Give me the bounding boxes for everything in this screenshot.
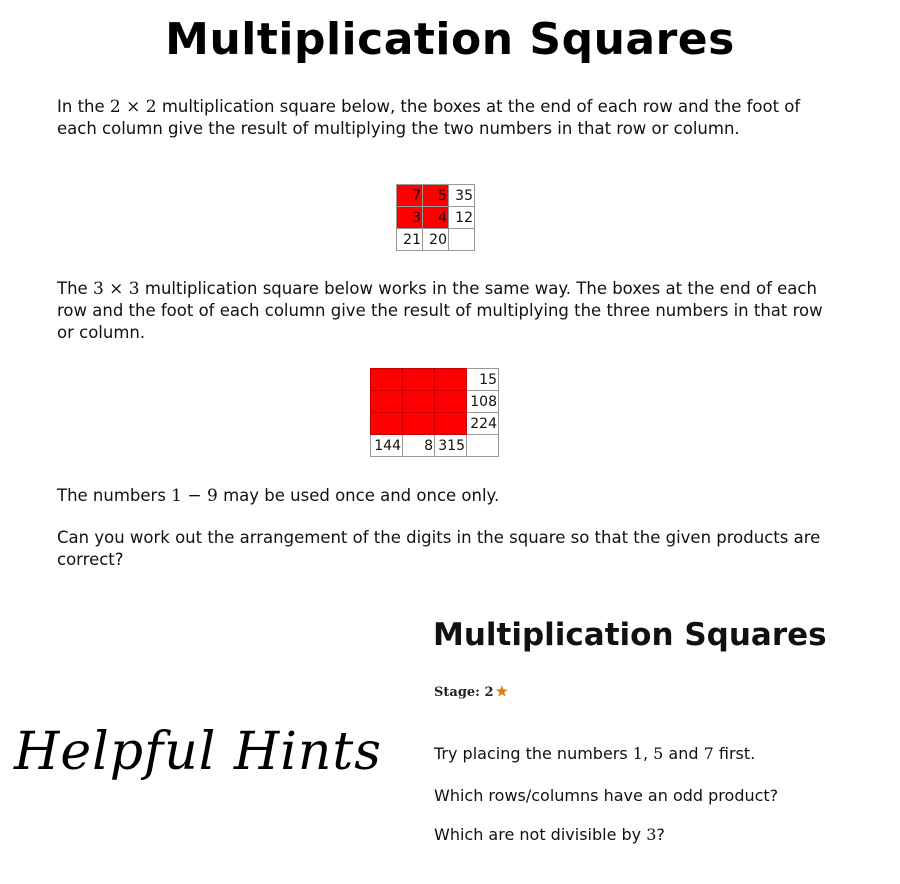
intro-math: 2 × 2 — [109, 97, 157, 117]
hint-1-end: first. — [713, 744, 756, 763]
hint-3-number: 3 — [646, 825, 657, 844]
grid-cell-red: 7 — [397, 185, 423, 207]
grid-product-cell: 20 — [423, 229, 449, 251]
grid-product-cell: 15 — [467, 369, 499, 391]
grid-cell-red — [435, 413, 467, 435]
star-icon: ★ — [495, 684, 509, 700]
grid-row — [371, 391, 499, 413]
grid-row — [397, 185, 475, 207]
question-paragraph: Can you work out the arrangement of the digits in the square so that the given products are correct? — [57, 528, 821, 569]
hint-2: Which rows/columns have an odd product? — [434, 786, 779, 805]
grid-row — [371, 413, 499, 435]
grid-product-cell: 8 — [403, 435, 435, 457]
hint-1-start: Try placing the numbers — [434, 744, 633, 763]
hint-3-start: Which are not divisible by — [434, 825, 647, 844]
grid-cell-red: 5 — [423, 185, 449, 207]
grid-empty-cell — [449, 229, 475, 251]
grid-cell-red: 3 — [397, 207, 423, 229]
three-by-three-square — [370, 368, 499, 457]
grid-row — [397, 229, 475, 251]
hint-1 — [434, 744, 755, 763]
hint-1-n1: 1 — [632, 744, 643, 763]
grid-cell-red — [371, 369, 403, 391]
second-paragraph — [57, 278, 827, 344]
numbers-paragraph — [57, 485, 827, 507]
second-math: 3 × 3 — [92, 279, 140, 299]
hints-panel-title: Multiplication Squares — [433, 617, 827, 653]
hint-1-n2: 5 — [653, 744, 664, 763]
numbers-text-end: may be used once and once only. — [217, 486, 500, 505]
grid-cell-red — [403, 391, 435, 413]
stage-label — [434, 684, 508, 700]
grid-cell-red: 4 — [423, 207, 449, 229]
hint-1-mid: and — [663, 744, 704, 763]
intro-paragraph — [57, 96, 827, 140]
hint-3 — [434, 825, 665, 844]
two-by-two-square — [396, 184, 475, 251]
grid-cell-red — [435, 369, 467, 391]
grid-product-cell: 12 — [449, 207, 475, 229]
grid-cell-red — [403, 369, 435, 391]
helpful-hints-handwriting: Helpful Hints — [14, 722, 382, 782]
intro-text-end: multiplication square below, the boxes at the end of each row and the foot of each column give the result of multiplying the two numbers in that row or column. — [57, 97, 801, 138]
grid-cell-red — [371, 413, 403, 435]
numbers-text-start: The numbers — [57, 486, 172, 505]
page-title: Multiplication Squares — [165, 14, 735, 65]
hint-1-n3: 7 — [703, 744, 714, 763]
hint-1-sep: , — [642, 744, 654, 763]
grid-product-cell: 315 — [435, 435, 467, 457]
second-text-start: The — [57, 279, 93, 298]
second-text-end: multiplication square below works in the same way. The boxes at the end of each row and the foot of each column give the result of multiplying the three numbers in that row or column. — [57, 279, 823, 342]
grid-product-cell: 108 — [467, 391, 499, 413]
grid-product-cell: 224 — [467, 413, 499, 435]
hint-3-end: ? — [656, 825, 665, 844]
grid-row — [371, 369, 499, 391]
intro-text-start: In the — [57, 97, 110, 116]
stage-text: Stage: 2 — [434, 685, 494, 700]
numbers-math: 1 − 9 — [171, 486, 218, 506]
grid-cell-red — [371, 391, 403, 413]
grid-product-cell: 35 — [449, 185, 475, 207]
grid-empty-cell — [467, 435, 499, 457]
grid-product-cell: 21 — [397, 229, 423, 251]
grid-cell-red — [435, 391, 467, 413]
grid-row — [371, 435, 499, 457]
grid-cell-red — [403, 413, 435, 435]
grid-product-cell: 144 — [371, 435, 403, 457]
grid-row — [397, 207, 475, 229]
